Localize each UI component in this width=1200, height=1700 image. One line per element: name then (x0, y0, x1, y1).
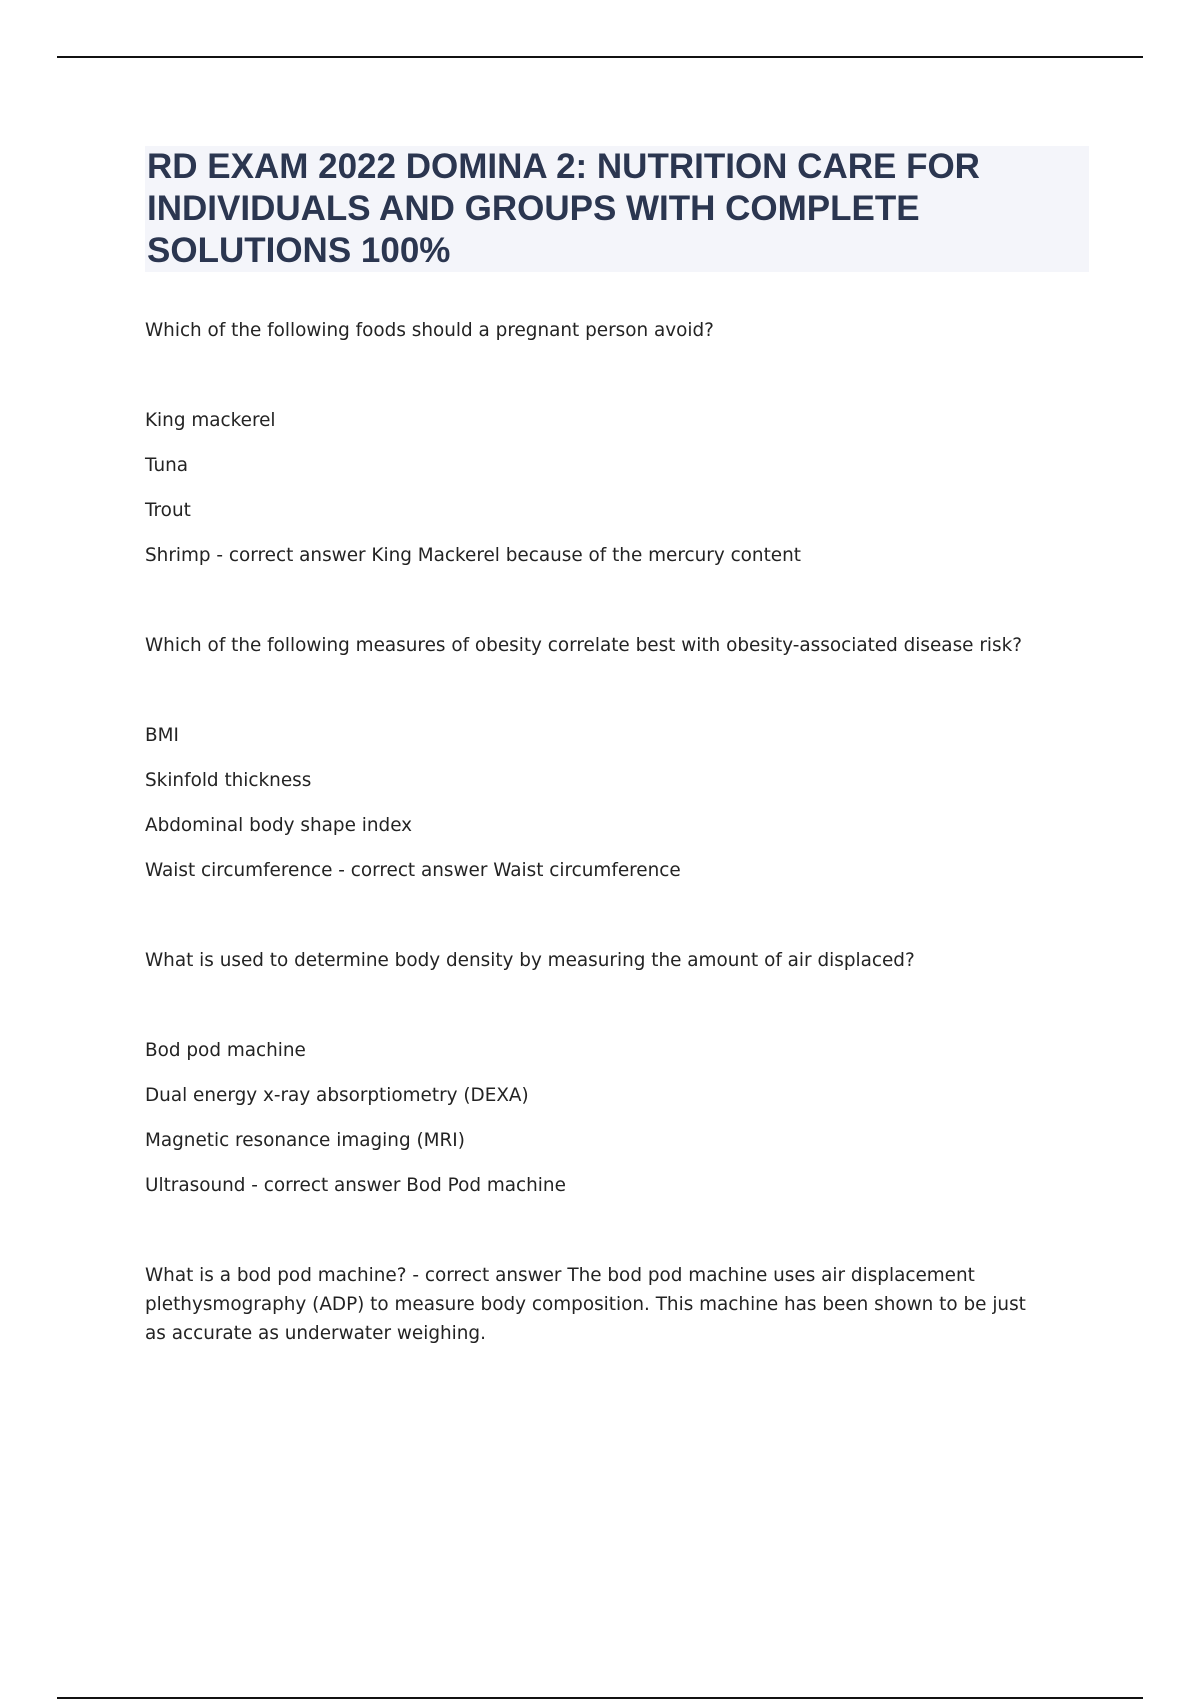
answer-option: Abdominal body shape index (145, 815, 413, 836)
answer-option: Skinfold thickness (145, 770, 312, 791)
answer-option: Trout (145, 500, 191, 521)
answer-option: Magnetic resonance imaging (MRI) (145, 1130, 465, 1151)
bottom-divider (57, 1697, 1143, 1699)
question-block-1 (145, 316, 1075, 631)
question-text: Which of the following measures of obesity correlate best with obesity-associated disease risk? (145, 635, 1022, 656)
question-block-3 (145, 946, 1075, 1261)
answer-option: Bod pod machine (145, 1040, 306, 1061)
top-divider (57, 56, 1143, 58)
document-title: RD EXAM 2022 DOMINA 2: NUTRITION CARE FOR INDIVIDUALS AND GROUPS WITH COMPLETE SOLUTIONS 100% (147, 147, 980, 270)
answer-option: BMI (145, 725, 179, 746)
question-text: What is used to determine body density by measuring the amount of air displaced? (145, 950, 915, 971)
document-body (145, 316, 1075, 1348)
correct-answer-line: Waist circumference - correct answer Waist circumference (145, 860, 681, 881)
question-block-2 (145, 631, 1075, 946)
question-text: Which of the following foods should a pregnant person avoid? (145, 320, 714, 341)
answer-option: King mackerel (145, 410, 276, 431)
correct-answer-line: Ultrasound - correct answer Bod Pod machine (145, 1175, 566, 1196)
title-banner (145, 146, 1089, 272)
final-question-answer: What is a bod pod machine? - correct answer The bod pod machine uses air displacement plethysmography (ADP) to measure body composition. This machine has been shown to be just as accurate as underwater weighing. (145, 1265, 1026, 1344)
correct-answer-line: Shrimp - correct answer King Mackerel because of the mercury content (145, 545, 801, 566)
answer-option: Dual energy x-ray absorptiometry (DEXA) (145, 1085, 529, 1106)
answer-option: Tuna (145, 455, 189, 476)
